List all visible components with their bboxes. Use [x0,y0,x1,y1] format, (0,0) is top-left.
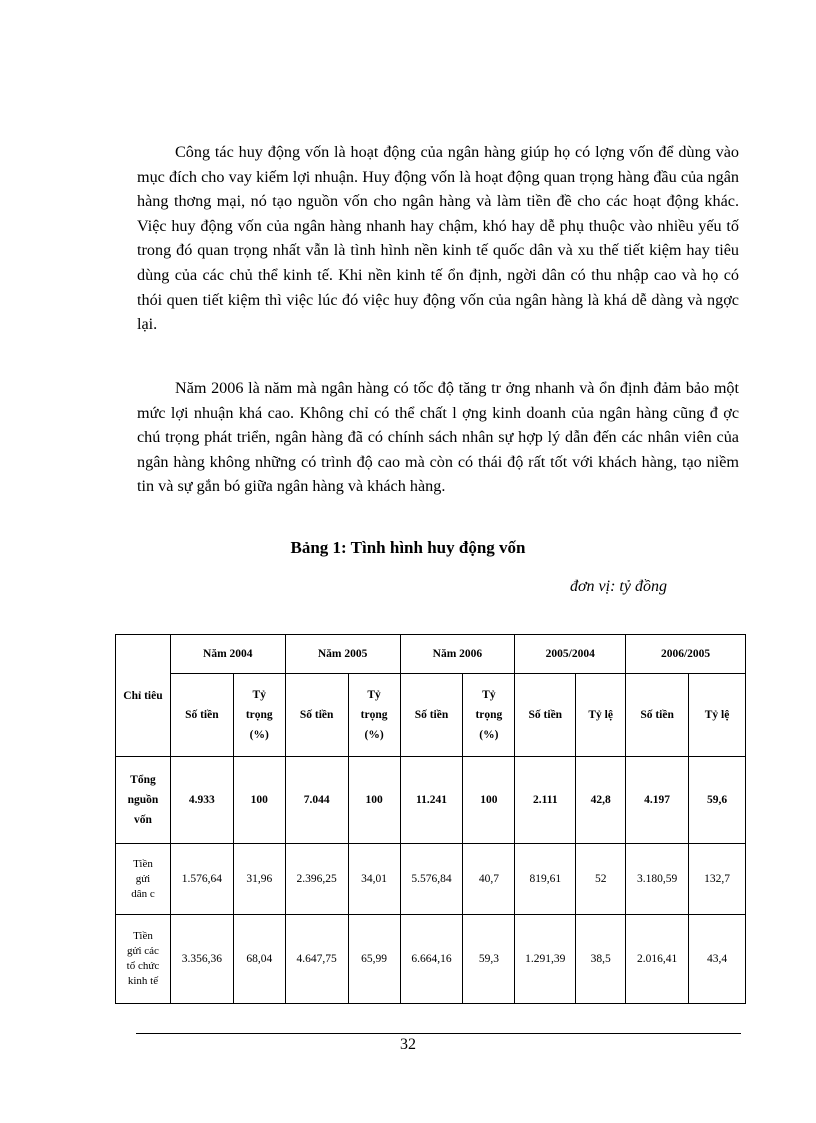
cell: 2.016,41 [626,915,689,1004]
cell: 65,99 [348,915,400,1004]
header-so-tien: Số tiền [400,674,463,757]
header-year-2006: Năm 2006 [400,635,515,674]
header-so-tien: Số tiền [285,674,348,757]
footer-divider [136,1033,741,1034]
cell: 4.933 [170,757,233,844]
cell: 100 [233,757,285,844]
cell: 42,8 [576,757,626,844]
cell: 2.111 [515,757,576,844]
cell: 34,01 [348,844,400,915]
header-so-tien: Số tiền [170,674,233,757]
header-ty-le: Tỷ lệ [576,674,626,757]
table-row [116,757,746,844]
header-ty-le: Tỷ lệ [689,674,746,757]
paragraph-2006: Năm 2006 là năm mà ngân hàng có tốc độ tăng tr ởng nhanh và ổn định đảm bảo một mức lợi nhuận khá cao. Không chỉ có thể chất l ợng kinh doanh của ngân hàng cũng đ ợc chú trọng phát triển, ngân hàng đã có chính sách nhân sự hợp lý dẫn đến các nhân viên của ngân hàng không những có trình độ cao mà còn có thái độ rất tốt với khách hàng, tạo niềm tin và sự gắn bó giữa ngân hàng và khách hàng. [137,379,739,496]
table-row [116,844,746,915]
cell: 7.044 [285,757,348,844]
paragraph-fundraising: Công tác huy động vốn là hoạt động của ngân hàng giúp họ có lợng vốn để dùng vào mục đích cho vay kiếm lợi nhuận. Huy động vốn là hoạt động quan trọng hàng đầu của ngân hàng thơng mại, nó tạo nguồn vốn cho ngân hàng và làm tiền đề cho các hoạt động khác. Việc huy động vốn của ngân hàng nhanh hay chậm, khó hay dễ phụ thuộc vào nhiều yếu tố trong đó quan trọng nhất vẫn là tình hình nền kinh tế quốc dân và xu thế tiết kiệm hay tiêu dùng của các chủ thể kinh tế. Khi nền kinh tế ổn định, ngời dân có thu nhập cao và họ có thói quen tiết kiệm thì việc lúc đó việc huy động vốn của ngân hàng là khá dễ dàng và ngợc lại. [137,143,739,334]
header-so-tien: Số tiền [626,674,689,757]
table-header-sub [116,674,746,757]
cell: 43,4 [689,915,746,1004]
header-year-2005: Năm 2005 [285,635,400,674]
capital-mobilization-table [115,634,746,1004]
row-label-total: Tổng nguồn vốn [116,757,171,844]
page-number: 32 [400,1036,416,1053]
header-ty-trong: Tỷ trọng (%) [463,674,515,757]
table-title: Bảng 1: Tình hình huy động vốn [290,538,526,557]
header-year-2004: Năm 2004 [170,635,285,674]
cell: 4.647,75 [285,915,348,1004]
cell: 100 [463,757,515,844]
header-2005-2004: 2005/2004 [515,635,626,674]
cell: 2.396,25 [285,844,348,915]
cell: 4.197 [626,757,689,844]
cell: 38,5 [576,915,626,1004]
cell: 59,3 [463,915,515,1004]
row-label-residents: Tiền gửi dân c [116,844,171,915]
table-row [116,915,746,1004]
cell: 31,96 [233,844,285,915]
cell: 5.576,84 [400,844,463,915]
cell: 68,04 [233,915,285,1004]
header-2006-2005: 2006/2005 [626,635,746,674]
cell: 52 [576,844,626,915]
header-chi-tieu: Chỉ tiêu [116,635,171,757]
header-ty-trong: Tỷ trọng (%) [233,674,285,757]
table-unit: đơn vị: tỷ đồng [570,578,667,595]
cell: 40,7 [463,844,515,915]
cell: 132,7 [689,844,746,915]
cell: 1.576,64 [170,844,233,915]
table-header-years [116,635,746,674]
cell: 819,61 [515,844,576,915]
cell: 1.291,39 [515,915,576,1004]
cell: 3.180,59 [626,844,689,915]
header-ty-trong: Tỷ trọng (%) [348,674,400,757]
row-label-organizations: Tiền gửi các tổ chức kinh tế [116,915,171,1004]
cell: 100 [348,757,400,844]
cell: 11.241 [400,757,463,844]
cell: 6.664,16 [400,915,463,1004]
cell: 3.356,36 [170,915,233,1004]
cell: 59,6 [689,757,746,844]
header-so-tien: Số tiền [515,674,576,757]
